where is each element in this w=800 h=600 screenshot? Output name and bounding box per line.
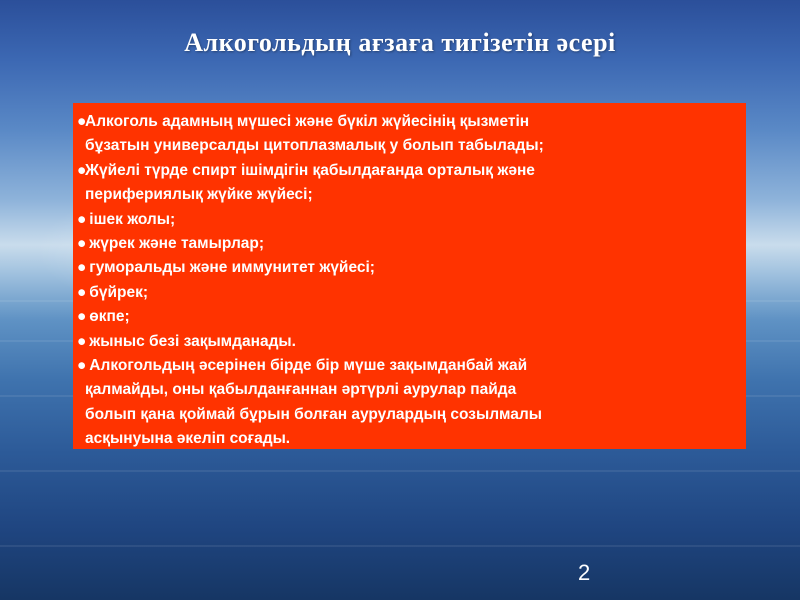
list-item bbox=[77, 305, 736, 329]
list-item bbox=[77, 110, 736, 134]
list-item bbox=[77, 354, 736, 378]
slide-title: Алкогольдың ағзаға тигізетін әсері bbox=[184, 28, 616, 57]
list-item-text: гуморальды және иммунитет жүйесі; bbox=[85, 259, 375, 277]
list-item-continuation: болып қана қоймай бұрын болған аурулардың созылмалы bbox=[85, 405, 543, 423]
bullet-icon: ● bbox=[77, 308, 87, 326]
list-item-text: ішек жолы; bbox=[85, 210, 176, 228]
bullet-icon: ● bbox=[77, 357, 87, 375]
content-box bbox=[73, 103, 746, 449]
bullet-icon: ● bbox=[77, 283, 87, 301]
bullet-icon: ● bbox=[77, 259, 87, 277]
list-item-text: Алкогольдың әсерінен бірде бір мүше зақымданбай жай bbox=[85, 357, 528, 375]
list-item bbox=[77, 256, 736, 280]
list-item-continuation: перифериялық жүйке жүйесі; bbox=[85, 186, 313, 204]
bullet-icon: ● bbox=[77, 332, 87, 350]
list-item-text: жыныс безі зақымданады. bbox=[85, 332, 296, 350]
page-number: 2 bbox=[578, 560, 591, 585]
list-item-continuation: қалмайды, оны қабылданғаннан әртүрлі аурулар пайда bbox=[85, 381, 517, 399]
list-item-continuation: бұзатын универсалды цитоплазмалық у болып табылады; bbox=[85, 137, 544, 155]
bullet-icon: ● bbox=[77, 235, 87, 253]
list-item-continuation: асқынуына әкеліп соғады. bbox=[85, 430, 291, 448]
list-item bbox=[77, 330, 736, 354]
list-item bbox=[77, 232, 736, 256]
list-item-text: бүйрек; bbox=[85, 283, 149, 301]
list-item-text: Жүйелі түрде спирт ішімдігін қабылдағанда орталық және bbox=[85, 161, 535, 179]
wave-line bbox=[0, 545, 800, 547]
list-item bbox=[77, 159, 736, 183]
list-item bbox=[77, 208, 736, 232]
wave-line bbox=[0, 470, 800, 472]
list-item-text: Алкоголь адамның мүшесі және бүкіл жүйесінің қызметін bbox=[85, 113, 530, 130]
list-item-text: жүрек және тамырлар; bbox=[85, 235, 265, 253]
list-item-text: өкпе; bbox=[85, 308, 130, 326]
list-item bbox=[77, 281, 736, 305]
bullet-icon: ● bbox=[77, 161, 87, 179]
bullet-icon: ● bbox=[77, 113, 87, 130]
bullet-icon: ● bbox=[77, 210, 87, 228]
